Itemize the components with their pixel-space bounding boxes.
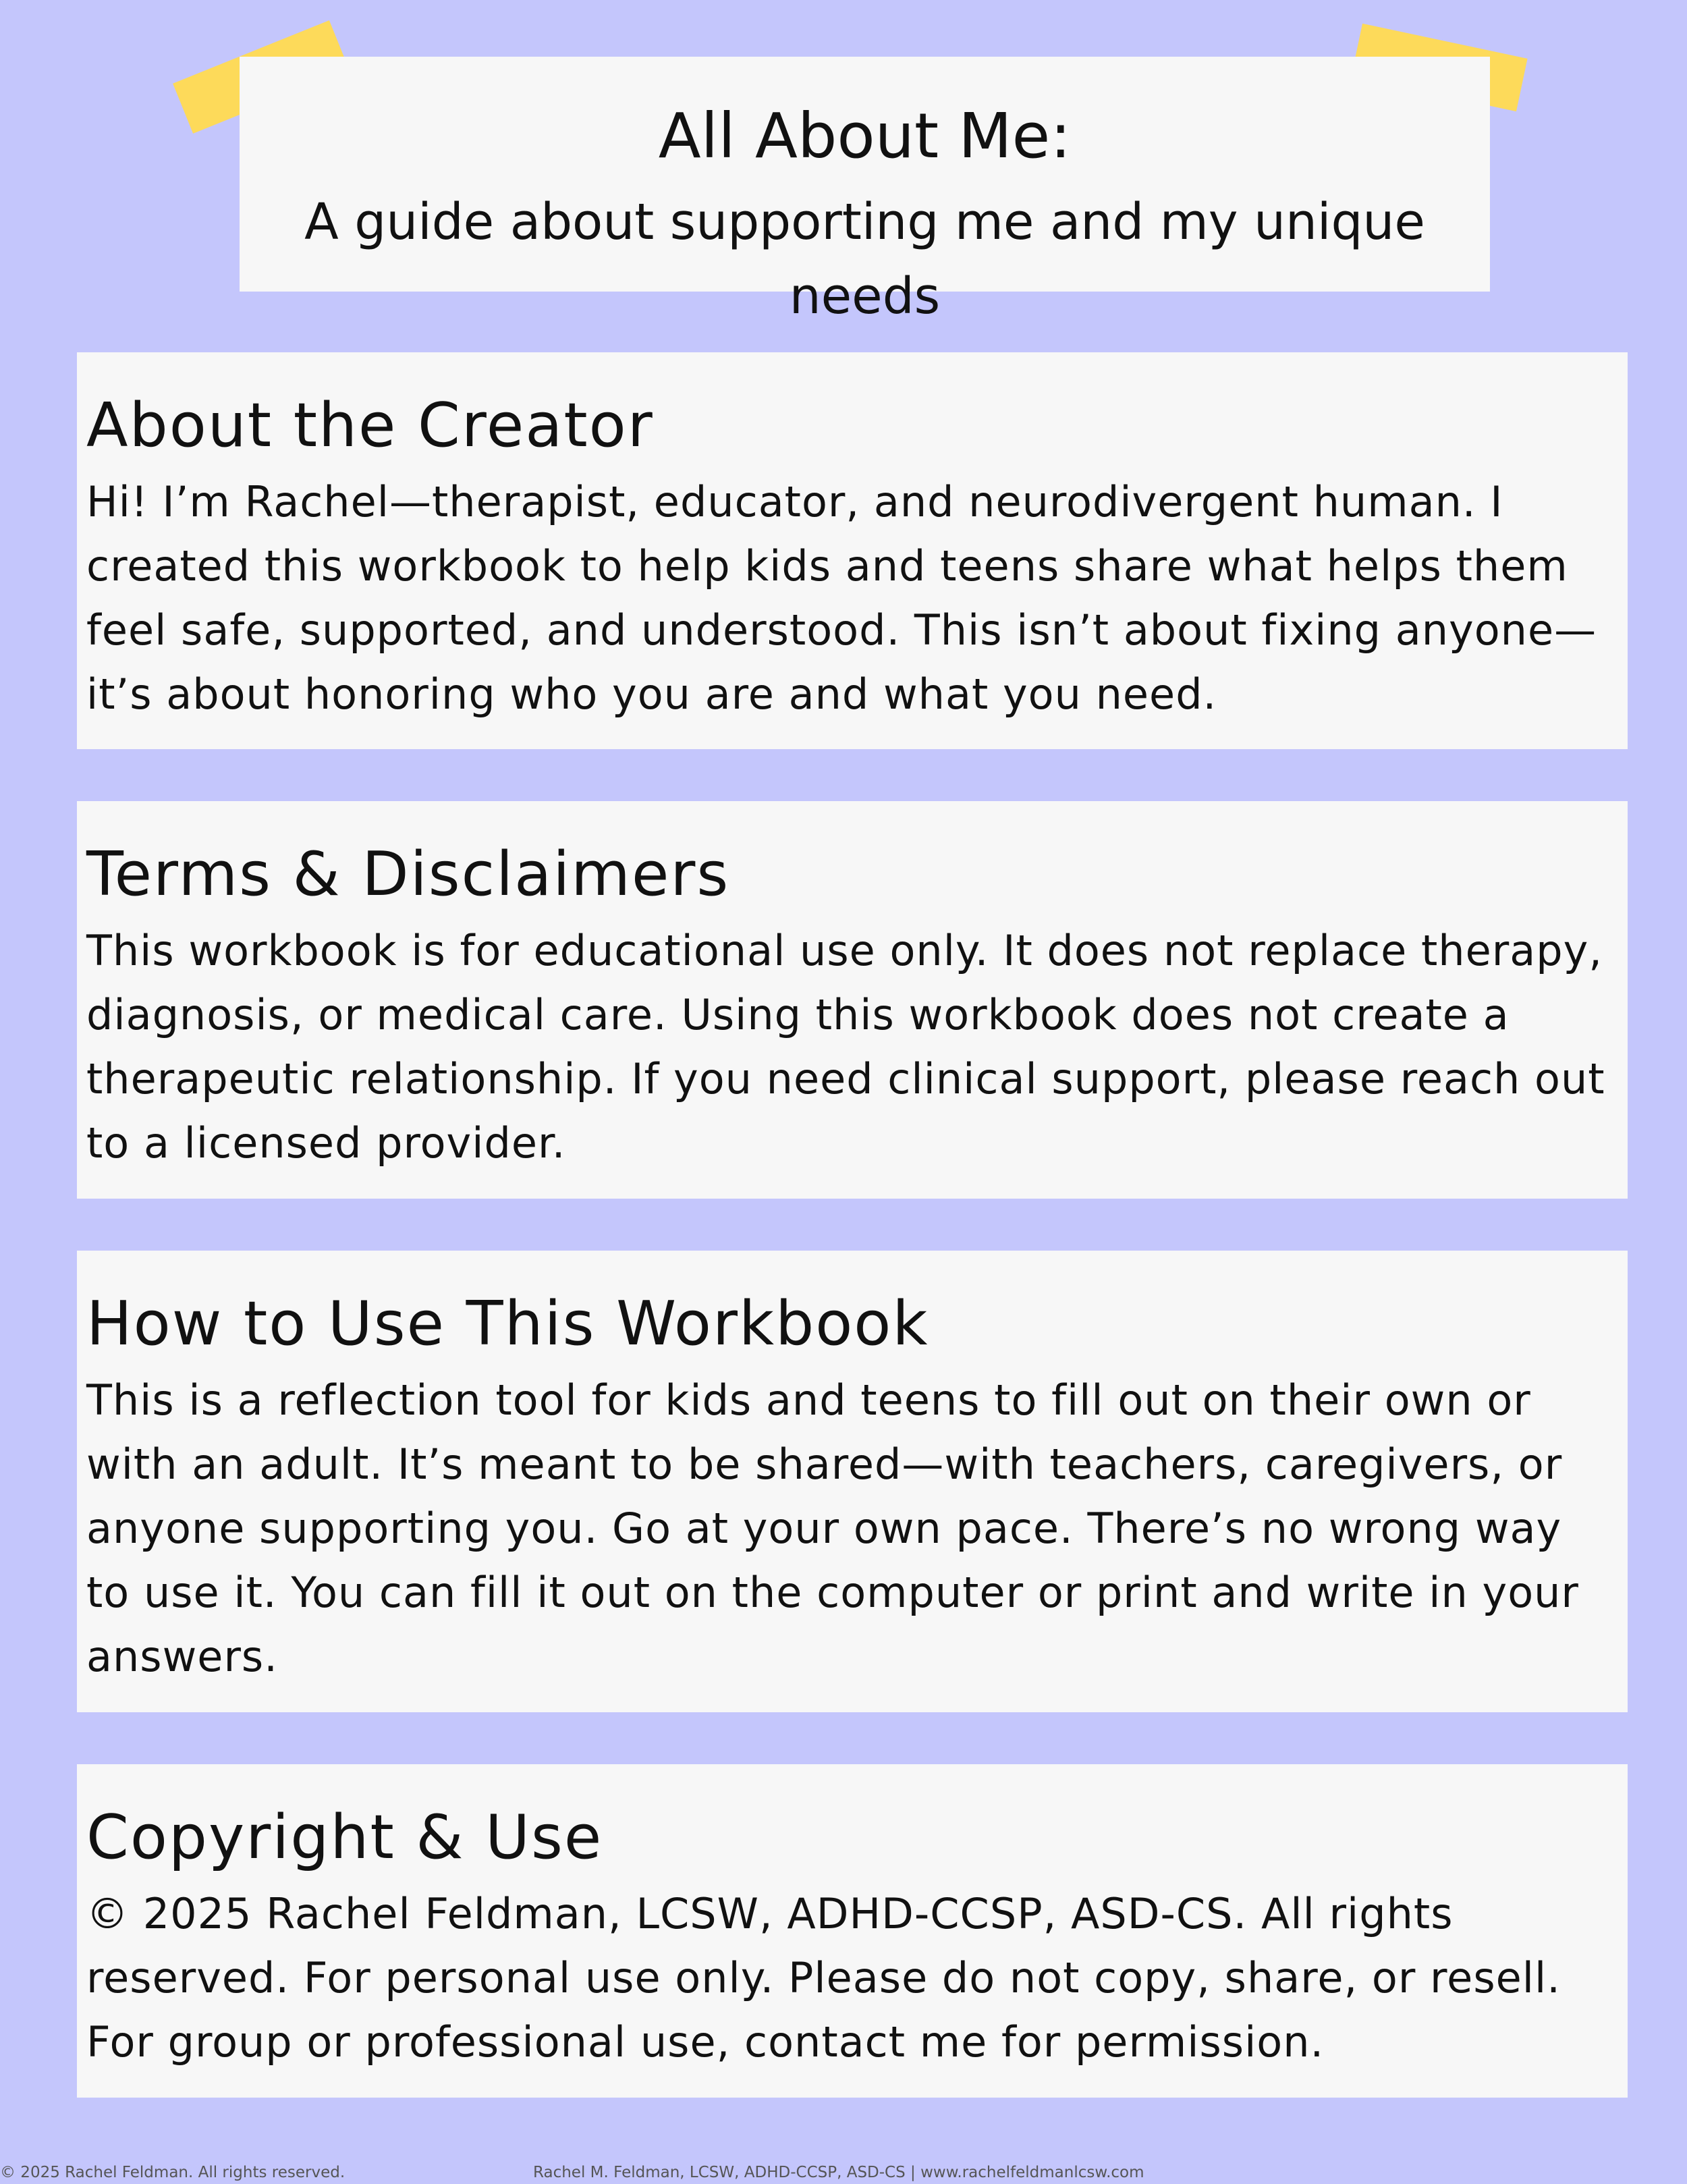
page-title: All About Me: — [658, 100, 1072, 172]
section-body: Hi! I’m Rachel—therapist, educator, and neurodivergent human. I created this workbook to help kids and teens share what helps them feel safe, supported, and understood. This isn’t about fixing anyone—it’s about honoring who you are and what you need. — [86, 477, 1597, 719]
title-card — [240, 57, 1490, 325]
footer-copyright: © 2025 Rachel Feldman. All rights reserved. — [0, 2164, 345, 2181]
section-body: This workbook is for educational use only. It does not replace therapy, diagnosis, or medical care. Using this workbook does not create a therapeutic relationship. If you need clinical support, please reach out to a licensed provider. — [86, 926, 1605, 1168]
section-terms-disclaimers — [77, 801, 1628, 1199]
page-subtitle: A guide about supporting me and my unique needs — [304, 193, 1425, 325]
section-heading: How to Use This Workbook — [86, 1288, 929, 1359]
section-body: © 2025 Rachel Feldman, LCSW, ADHD-CCSP, ASD-CS. All rights reserved. For personal use only. Please do not copy, share, or resell. For group or professional use, contact me for permission. — [86, 1889, 1561, 2067]
section-body: This is a reflection tool for kids and teens to fill out on their own or with an adult. It’s meant to be shared—with teachers, caregivers, or anyone supporting you. Go at your own pace. There’s no wrong way to use it. You can fill it out on the computer or print and write in your answers. — [86, 1375, 1579, 1681]
section-heading: About the Creator — [86, 390, 654, 461]
section-heading: Copyright & Use — [86, 1802, 603, 1873]
section-about-creator — [77, 352, 1628, 749]
section-heading: Terms & Disclaimers — [86, 839, 730, 910]
section-how-to-use — [77, 1251, 1628, 1712]
footer-credit: Rachel M. Feldman, LCSW, ADHD-CCSP, ASD-CS | www.rachelfeldmanlcsw.com — [533, 2164, 1144, 2181]
section-copyright-use — [77, 1764, 1628, 2098]
